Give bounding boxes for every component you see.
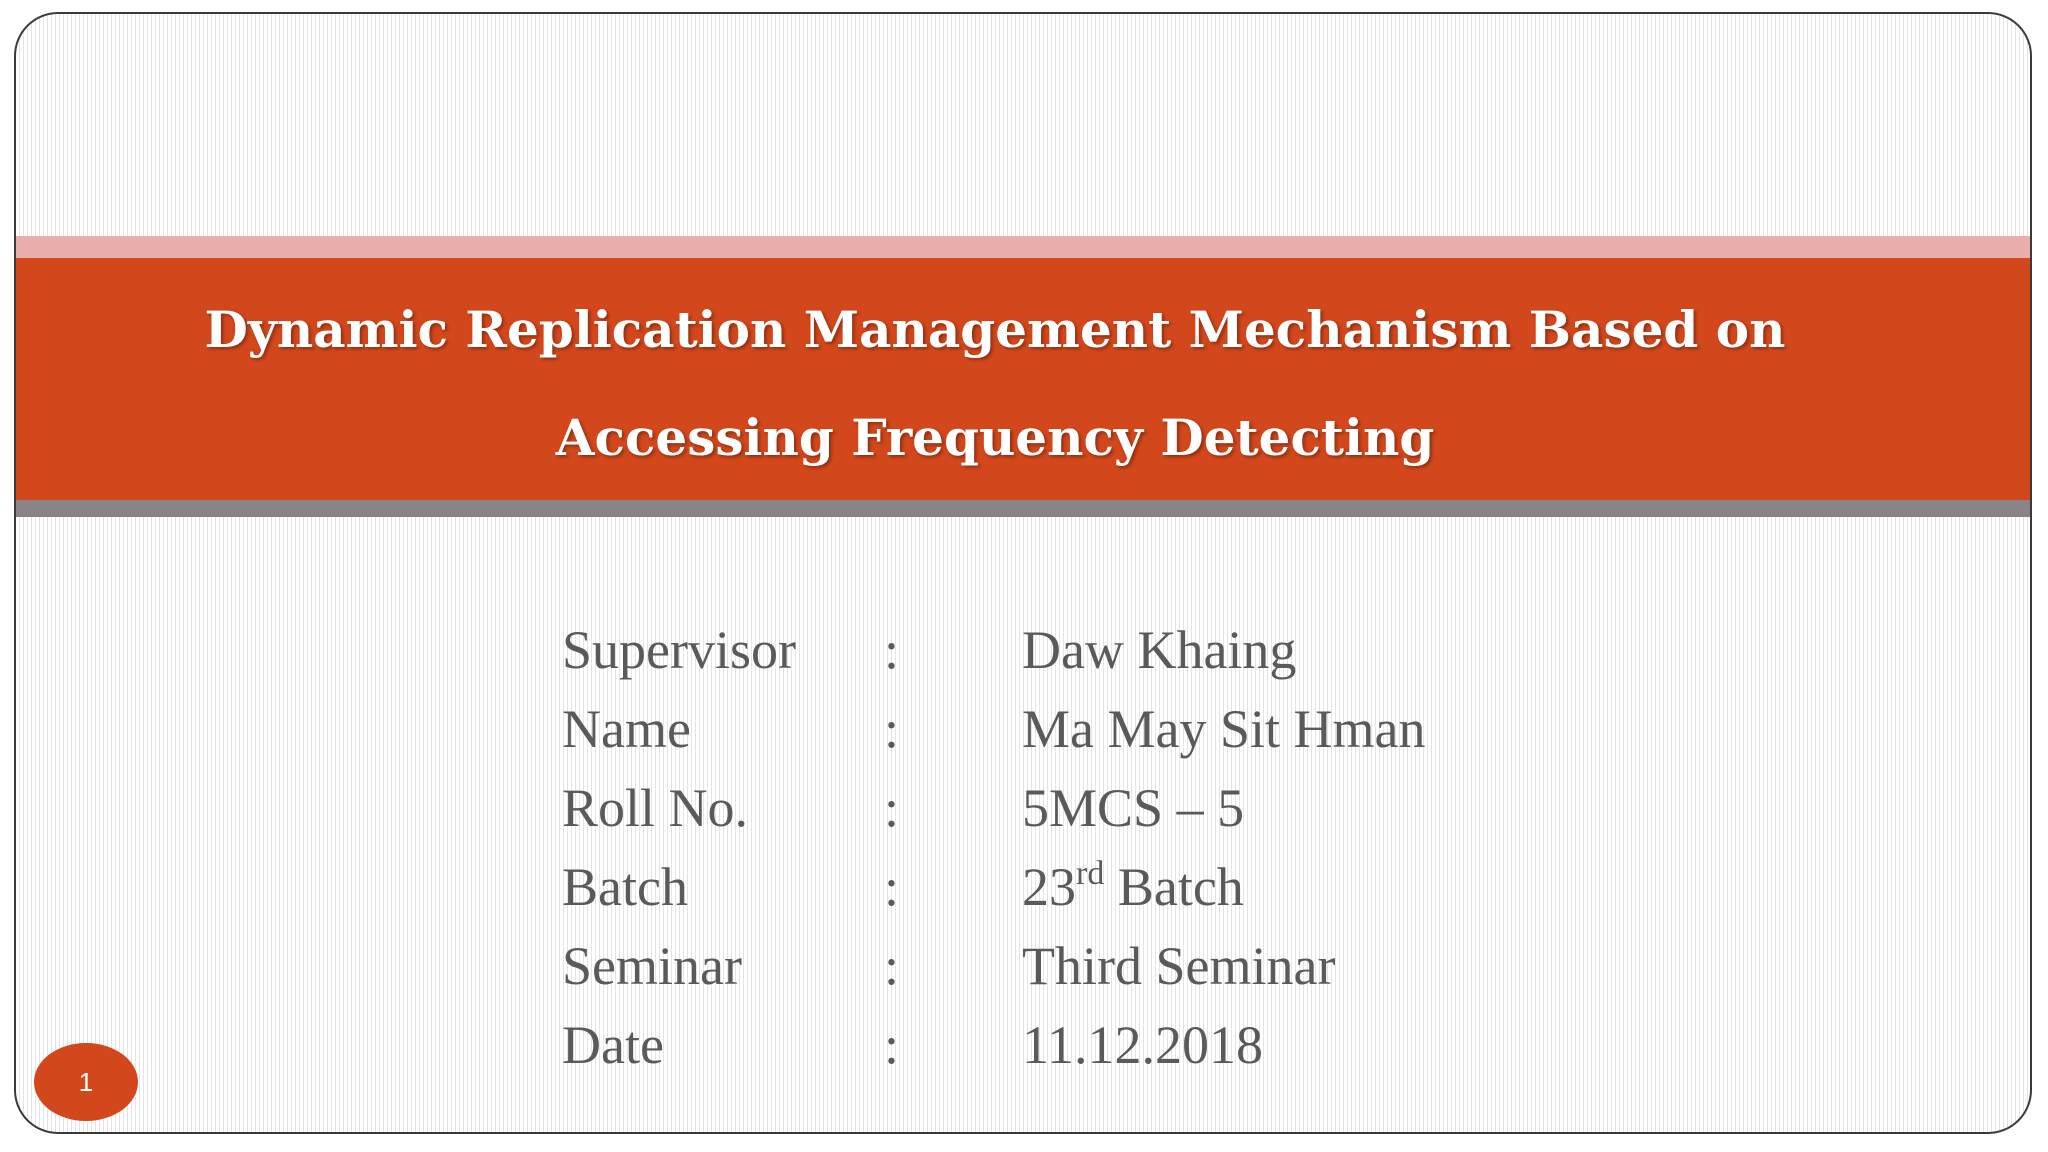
info-colon: : [884, 699, 900, 759]
info-label: Supervisor [562, 620, 796, 680]
info-label: Roll No. [562, 778, 749, 838]
info-value: Ma May Sit Hman [1022, 699, 1426, 759]
info-value: Daw Khaing [1022, 620, 1297, 680]
info-colon: : [884, 620, 900, 680]
title-band-bottom-stripe [16, 500, 2030, 517]
info-colon: : [884, 936, 900, 996]
title-band-top-stripe [16, 236, 2030, 258]
info-value: 11.12.2018 [1022, 1015, 1263, 1075]
slide-title-line-2: Accessing Frequency Detecting [555, 408, 1435, 467]
info-colon: : [884, 1015, 900, 1075]
title-slide [14, 12, 2032, 1134]
info-label: Name [562, 699, 691, 759]
info-value [1022, 848, 1244, 927]
slide-title-line-1: Dynamic Replication Management Mechanism Based on [204, 300, 1786, 359]
info-label: Date [562, 1015, 664, 1075]
batch-ordinal-suffix: rd [1076, 854, 1105, 892]
batch-number: 23 [1022, 857, 1076, 917]
info-label: Batch [562, 857, 688, 917]
info-colon: : [884, 857, 900, 917]
slide-number-badge: 1 [34, 1043, 138, 1121]
info-value: Third Seminar [1022, 936, 1336, 996]
info-colon: : [884, 778, 900, 838]
info-label: Seminar [562, 936, 742, 996]
info-value: 5MCS – 5 [1022, 778, 1245, 838]
batch-word: Batch [1104, 857, 1244, 917]
